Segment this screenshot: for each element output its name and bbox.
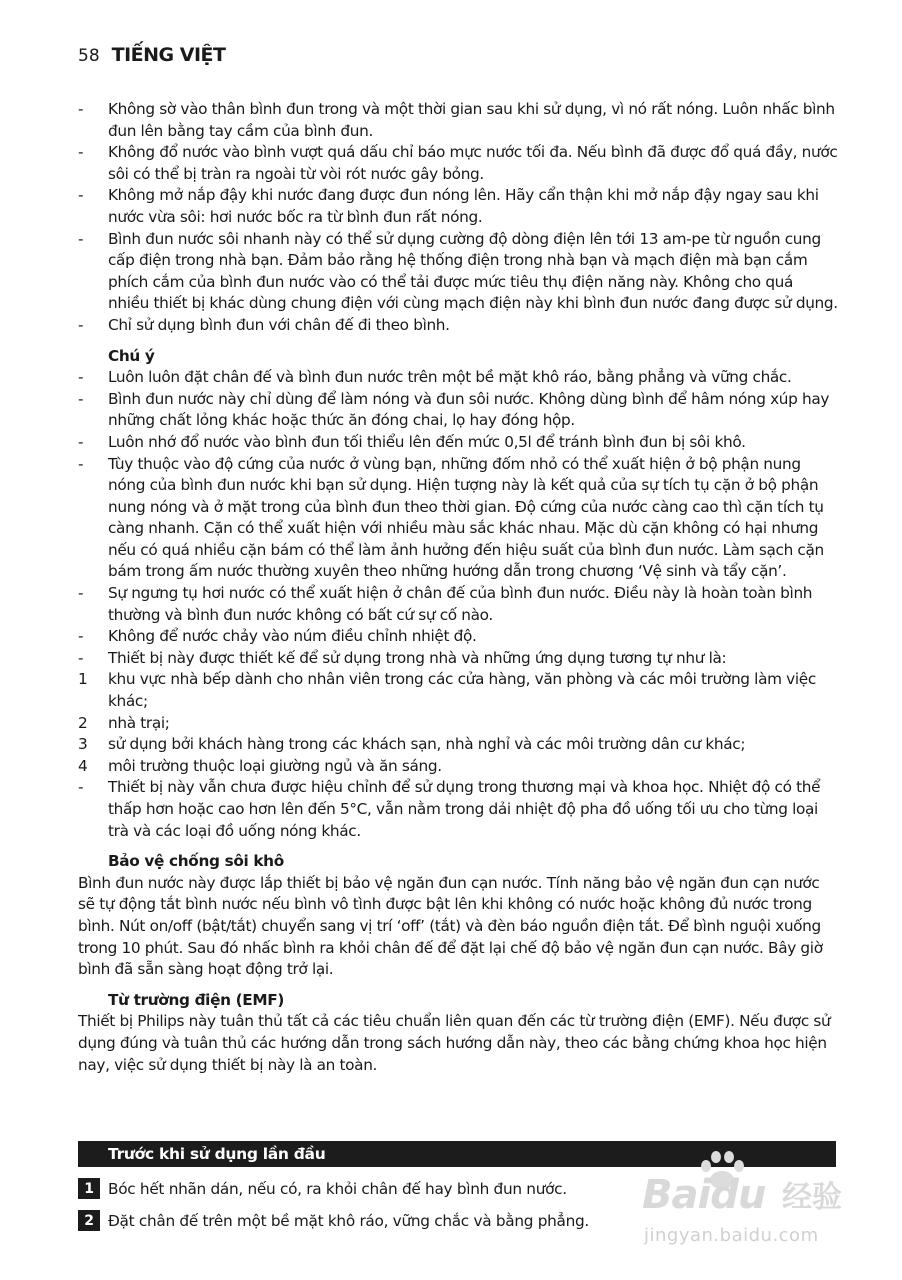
list-item: - Tùy thuộc vào độ cứng của nước ở vùng bạn, những đốm nhỏ có thể xuất hiện ở bộ phận nung nóng của bình đun nước khi bạn sử dụng. Hiện tượng này là kết quả của sự tích tụ cặn ở bộ phận nung nóng và ở mặt trong của bình đun theo thời gian. Độ cứng của nước càng cao thì cặn tích tụ càng nhanh. Cặn có thể xuất hiện với nhiều màu sắc khác nhau. Mặc dù cặn không có hại nhưng nếu có quá nhiều cặn bám có thể làm ảnh hưởng đến hiệu suất của bình đun nước. Làm sạch cặn bám trong ấm nước thường xuyên theo những hướng dẫn trong chương ‘Vệ sinh và tẩy cặn’. [78, 454, 824, 581]
step-text: Bóc hết nhãn dán, nếu có, ra khỏi chân đế hay bình đun nước. [108, 1179, 567, 1198]
step-1 [78, 1178, 567, 1199]
watermark-chinese: 经验 [782, 1180, 842, 1215]
list-item: - Thiết bị này được thiết kế để sử dụng trong nhà và những ứng dụng tương tự như là: [78, 648, 727, 667]
list-item: - Chỉ sử dụng bình đun với chân đế đi theo bình. [78, 315, 450, 334]
step-number: 2 [78, 1210, 100, 1231]
warnings-list [78, 99, 838, 337]
boil-dry-paragraph: Bình đun nước này được lắp thiết bị bảo vệ ngăn đun cạn nước. Tính năng bảo vệ ngăn đun cạn nước sẽ tự động tắt bình nước nếu bình vô tình được bật lên khi không có nước hoặc không đủ nước trong bình. Nút on/off (bật/tắt) chuyển sang vị trí ‘off’ (tắt) và đèn báo nguồn điện tắt. Để bình nguội xuống trong 10 phút. Sau đó nhấc bình ra khỏi chân đế để đặt lại chế độ bảo vệ ngăn đun cạn nước. Bây giờ bình đã sẵn sàng hoạt động trở lại. [78, 873, 823, 979]
caution-heading: Chú ý [108, 346, 155, 365]
boil-dry-heading: Bảo vệ chống sôi khô [108, 852, 284, 871]
list-item: - Thiết bị này vẫn chưa được hiệu chỉnh để sử dụng trong thương mại và khoa học. Nhiệt độ có thể thấp hơn hoặc cao hơn lên đến 5°C, vẫn nằm trong dải nhiệt độ pha đồ uống tối ưu cho từng loại trà và các loại đồ uống nóng khác. [78, 778, 821, 840]
list-item: - Bình đun nước này chỉ dùng để làm nóng và đun sôi nước. Không dùng bình để hâm nóng xúp hay những chất lỏng khác hoặc thức ăn đóng chai, lọ hay đóng hộp. [78, 389, 830, 430]
emf-heading: Từ trường điện (EMF) [108, 990, 284, 1009]
step-number: 1 [78, 1178, 100, 1199]
list-item: - Không đổ nước vào bình vượt quá dấu chỉ báo mực nước tối đa. Nếu bình đã được đổ quá đầy, nước sôi có thể bị tràn ra ngoài từ vòi rót nước gây bỏng. [78, 143, 838, 183]
numbered-item: 3 sử dụng bởi khách hàng trong các khách sạn, nhà nghỉ và các môi trường dân cư khác; [78, 735, 746, 754]
numbered-item: 1 khu vực nhà bếp dành cho nhân viên trong các cửa hàng, văn phòng và các môi trường làm việc khác; [78, 670, 816, 711]
list-item: - Không sờ vào thân bình đun trong và một thời gian sau khi sử dụng, vì nó rất nóng. Luôn nhấc bình đun lên bằng tay cầm của bình đun. [78, 100, 835, 140]
caution-list [78, 367, 838, 842]
list-item: - Luôn nhớ đổ nước vào bình đun tối thiểu lên đến mức 0,5l để tránh bình đun bị sôi khô. [78, 432, 746, 451]
numbered-item: 4 môi trường thuộc loại giường ngủ và ăn sáng. [78, 756, 442, 775]
watermark-url: jingyan.baidu.com [644, 1225, 819, 1246]
list-item: - Sự ngưng tụ hơi nước có thể xuất hiện ở chân đế của bình đun nước. Điều này là hoàn toàn bình thường và bình đun nước không có bất cứ sự cố nào. [78, 584, 813, 624]
list-item: - Không mở nắp đậy khi nước đang được đun nóng lên. Hãy cẩn thận khi mở nắp đậy ngay sau khi nước vừa sôi: hơi nước bốc ra từ bình đun rất nóng. [78, 186, 819, 226]
baidu-watermark [632, 1150, 862, 1268]
emf-paragraph: Thiết bị Philips này tuân thủ tất cả các tiêu chuẩn liên quan đến các từ trường điện (EMF). Nếu được sử dụng đúng và tuân thủ các hướng dẫn trong sách hướng dẫn này, theo các bằng chứng khoa học hiện nay, việc sử dụng thiết bị này là an toàn. [78, 1012, 831, 1074]
language-title: TIẾNG VIỆT [111, 44, 226, 66]
page-number: 58 [78, 46, 100, 66]
step-text: Đặt chân đế trên một bề mặt khô ráo, vững chắc và bằng phẳng. [108, 1211, 589, 1230]
first-use-section-bar: Trước khi sử dụng lần đầu [78, 1141, 836, 1167]
page-header [78, 44, 225, 66]
page-content [78, 99, 838, 1076]
list-item: - Bình đun nước sôi nhanh này có thể sử dụng cường độ dòng điện lên tới 13 am-pe từ nguồn cung cấp điện trong nhà bạn. Đảm bảo rằng hệ thống điện trong nhà bạn và mạch điện mà bạn cắm phích cắm của bình đun nước vào có thể tải được mức tiêu thụ điện năng này. Không cho quá nhiều thiết bị khác dùng chung điện với cùng mạch điện này khi bình đun nước đang được sử dụng. [78, 229, 838, 313]
numbered-item: 2 nhà trại; [78, 713, 170, 732]
watermark-logo: Baidu [642, 1172, 766, 1218]
list-item: - Luôn luôn đặt chân đế và bình đun nước trên một bề mặt khô ráo, bằng phẳng và vững chắc. [78, 368, 792, 387]
step-2 [78, 1210, 589, 1231]
list-item: - Không để nước chảy vào núm điều chỉnh nhiệt độ. [78, 627, 477, 646]
